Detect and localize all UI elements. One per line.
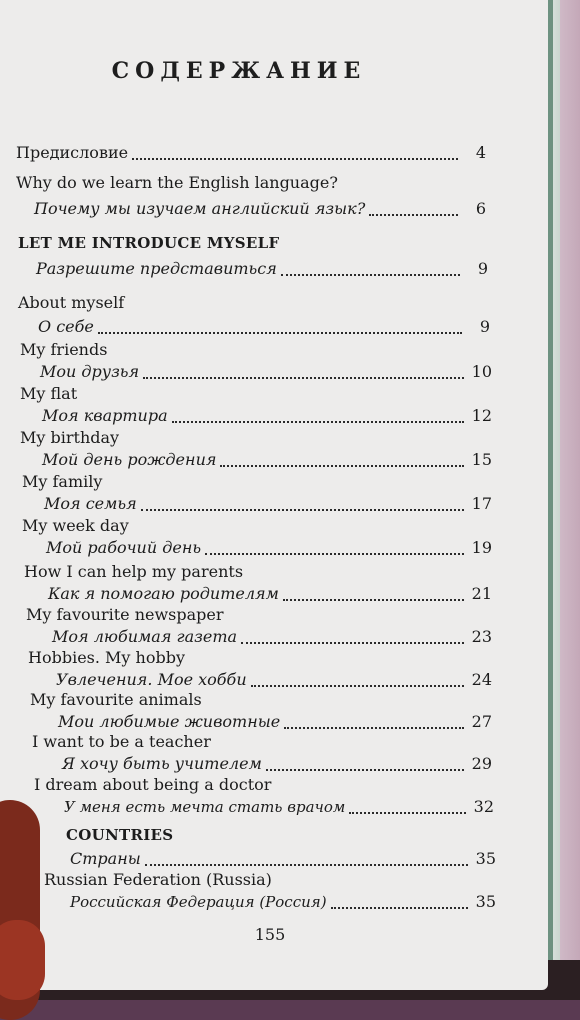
toc-en-title: My friends [20,340,108,359]
toc-ru-line [46,538,492,558]
toc-ru-line [56,670,492,690]
toc-ru-title: Мой рабочий день [46,538,202,557]
toc-ru-line [70,892,496,912]
toc-en-title: About myself [18,293,125,312]
toc-page-number: 9 [477,259,488,278]
toc-leader-dots [220,453,464,467]
toc-en-title: My family [22,472,103,491]
toc-ru-title: О себе [38,317,94,336]
toc-page-number: 32 [473,797,494,816]
toc-en-title: Why do we learn the English language? [16,173,338,192]
toc-ru-line [34,199,486,219]
toc-page-number: 35 [475,892,496,911]
toc-entry [44,870,496,912]
toc-ru-title: Разрешите представиться [36,259,277,278]
toc-entry [20,428,492,470]
toc-ru-title: Мои друзья [40,362,140,381]
toc-en-title: Hobbies. My hobby [28,648,186,667]
toc-leader-dots [349,800,466,814]
toc-ru-title: Почему мы изучаем английский язык? [34,199,366,218]
toc-leader-dots [266,757,464,771]
toc-leader-dots [369,202,458,216]
toc-entry [20,384,492,426]
toc-page-number: 4 [475,143,486,162]
toc-ru-line [16,143,486,163]
toc-ru-line [36,259,488,279]
toc-leader-dots [143,365,464,379]
page-title: СОДЕРЖАНИЕ [111,58,367,84]
page-number: 155 [254,925,286,944]
toc-leader-dots [172,409,464,423]
toc-entry [34,775,494,817]
toc-en-title: Russian Federation (Russia) [44,870,272,889]
toc-en-title: I dream about being a doctor [34,775,272,794]
toc-section [44,825,496,869]
toc-entry [20,340,492,382]
toc-page-number: 10 [471,362,492,381]
toc-ru-line [40,362,492,382]
toc-ru-title: Страны [70,849,141,868]
toc-entry [24,562,492,604]
toc-leader-dots [283,587,464,601]
toc-ru-title: Как я помогаю родителям [48,584,279,603]
toc-ru-title: Моя семья [44,494,137,513]
toc-leader-dots [241,630,464,644]
toc-entry [22,472,492,514]
toc-leader-dots [331,895,468,909]
toc-en-title: My favourite newspaper [26,605,224,624]
toc-page-number: 9 [479,317,490,336]
toc-entry [26,605,492,647]
toc-leader-dots [251,673,464,687]
toc-section-title: COUNTRIES [66,826,174,844]
toc-page-number: 12 [471,406,492,425]
toc-leader-dots [98,320,462,334]
toc-section-title: LET ME INTRODUCE MYSELF [18,234,280,252]
toc-leader-dots [141,497,464,511]
toc-en-title: My week day [22,516,129,535]
toc-ru-title: Мои любимые животные [58,712,281,731]
toc-ru-title: Моя любимая газета [52,627,238,646]
toc-en-title: My birthday [20,428,120,447]
fingernail [0,920,45,1000]
toc-ru-line [52,627,492,647]
toc-ru-line [62,754,492,774]
toc-page-number: 17 [471,494,492,513]
toc-ru-title: У меня есть мечта стать врачом [64,798,346,816]
toc-ru-title: Мой день рождения [42,450,217,469]
toc-ru-title: Российская Федерация (Россия) [70,893,327,911]
toc-en-title: I want to be a teacher [32,732,211,751]
toc-page-number: 35 [475,849,496,868]
toc-ru-line [38,317,490,337]
toc-ru-line [44,494,492,514]
toc-page-number: 23 [471,627,492,646]
toc-ru-line [64,797,494,817]
toc-en-title: My favourite animals [30,690,202,709]
toc-ru-line [48,584,492,604]
toc-entry [28,648,492,690]
toc-page-number: 24 [471,670,492,689]
toc-page-number: 21 [471,584,492,603]
toc-ru-title: Предисловие [16,143,129,162]
toc-leader-dots [132,146,458,160]
toc-ru-line [42,406,492,426]
toc-page-number: 19 [471,538,492,557]
toc-leader-dots [205,541,464,555]
toc-ru-title: Увлечения. Мое хобби [56,670,247,689]
toc-leader-dots [281,262,460,276]
toc-leader-dots [145,852,468,866]
toc-ru-title: Я хочу быть учителем [62,754,262,773]
toc-leader-dots [284,715,464,729]
toc-entry [22,516,492,558]
toc-en-title: My flat [20,384,78,403]
toc-ru-line [42,450,492,470]
toc-page-number: 6 [475,199,486,218]
toc-page-number: 15 [471,450,492,469]
toc-entry [30,690,492,732]
toc-entry [18,293,490,337]
toc-page-number: 29 [471,754,492,773]
toc-entry-preface [16,143,486,163]
toc-ru-title: Моя квартира [42,406,168,425]
toc-ru-line [70,849,496,869]
toc-ru-line [58,712,492,732]
toc-en-title: How I can help my parents [24,562,244,581]
toc-entry [16,173,486,219]
toc-page-number: 27 [471,712,492,731]
toc-section [18,233,488,279]
toc-entry [32,732,492,774]
